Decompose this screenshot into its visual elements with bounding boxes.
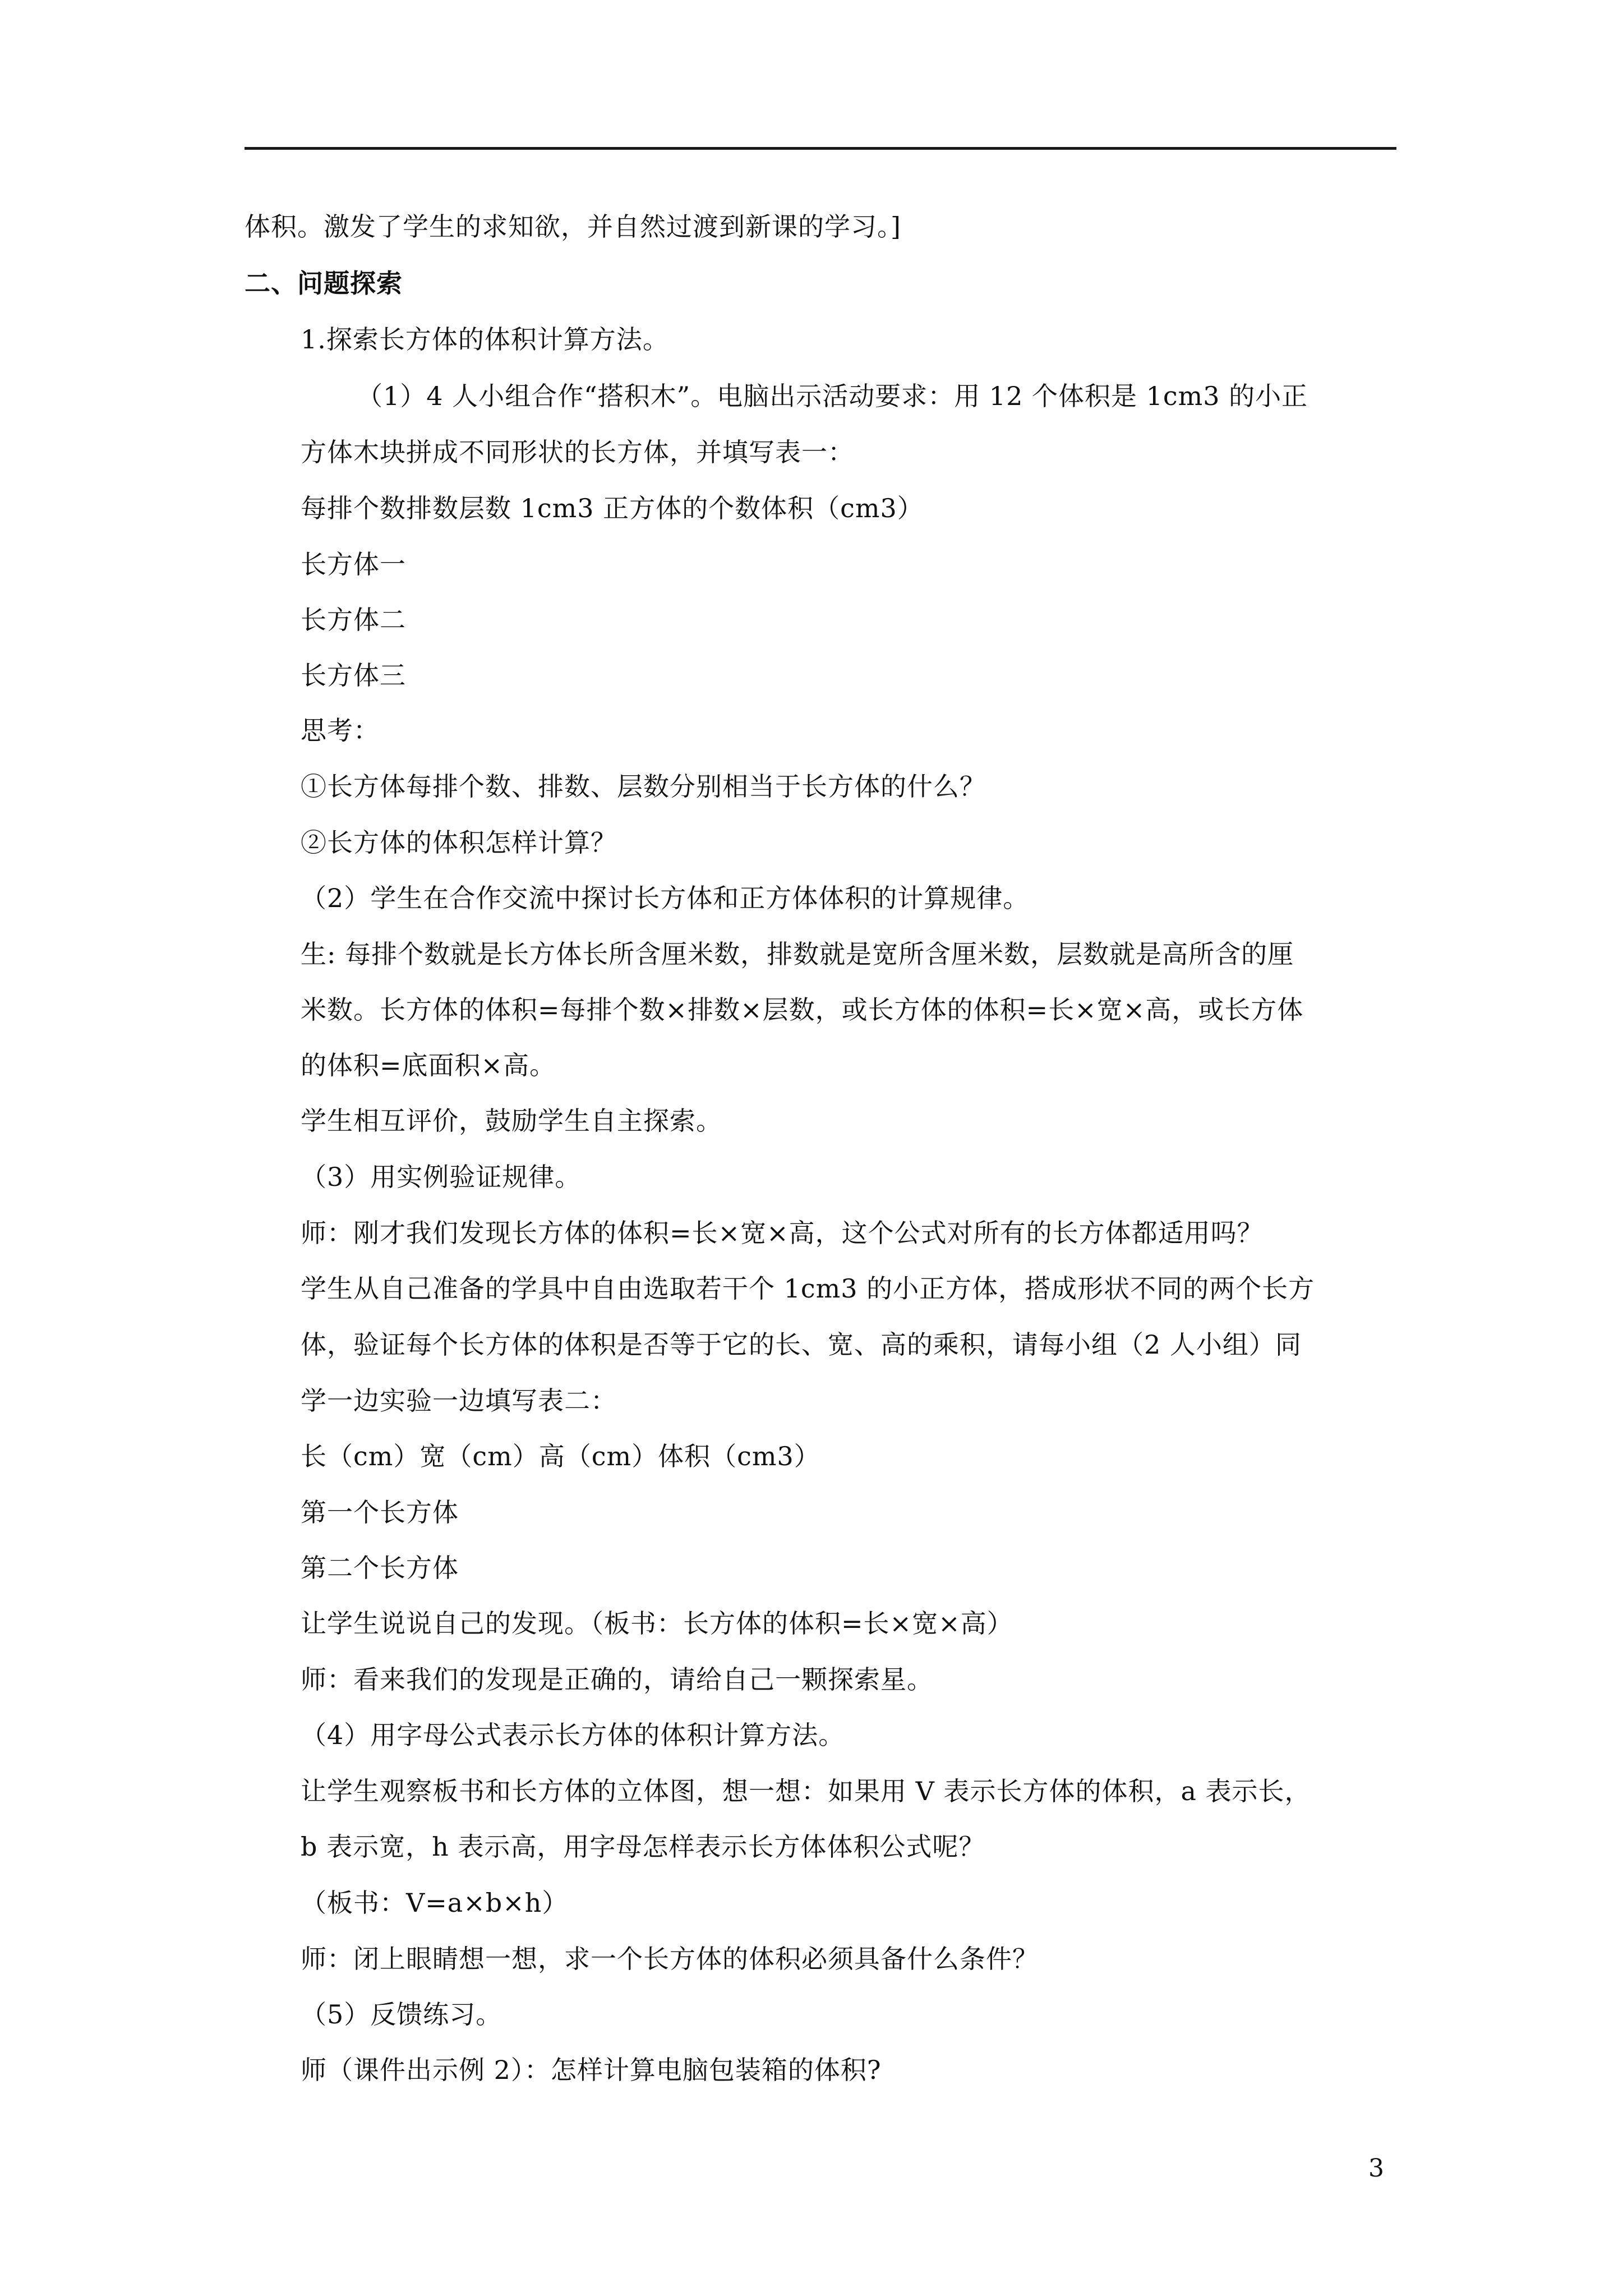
text-line: 学生相互评价，鼓励学生自主探索。: [301, 1106, 722, 1136]
text-line: 米数。长方体的体积=每排个数×排数×层数，或长方体的体积=长×宽×高，或长方体: [301, 995, 1304, 1025]
page-number: 3: [1368, 2154, 1384, 2183]
table-row-label: 第二个长方体: [301, 1553, 459, 1583]
text-line: 1.探索长方体的体积计算方法。: [301, 324, 669, 355]
text-line: 让学生说说自己的发现。（板书：长方体的体积=长×宽×高）: [301, 1608, 1013, 1639]
table-row-label: 长方体二: [301, 605, 406, 635]
section-heading: 二、问题探索: [245, 268, 403, 298]
text-line: 师：闭上眼睛想一想，求一个长方体的体积必须具备什么条件？: [301, 1944, 1039, 1974]
table-row-label: 长方体一: [301, 549, 406, 579]
text-line: 思考：: [301, 715, 380, 746]
text-line: 让学生观察板书和长方体的立体图，想一想：如果用 V 表示长方体的体积，a 表示长，: [301, 1776, 1311, 1806]
header-rule: [245, 147, 1396, 150]
text-line: 学一边实验一边填写表二：: [301, 1386, 617, 1416]
text-line: 方体木块拼成不同形状的长方体，并填写表一：: [301, 437, 854, 467]
text-line: b 表示宽，h 表示高，用字母怎样表示长方体体积公式呢？: [301, 1832, 985, 1862]
text-line: （5）反馈练习。: [301, 1999, 502, 2030]
text-line: 体，验证每个长方体的体积是否等于它的长、宽、高的乘积，请每小组（2 人小组）同: [301, 1329, 1302, 1360]
text-line: （3）用实例验证规律。: [301, 1162, 582, 1192]
text-line: 师（课件出示例 2）：怎样计算电脑包装箱的体积?: [301, 2055, 882, 2085]
text-line: 学生从自己准备的学具中自由选取若干个 1cm3 的小正方体，搭成形状不同的两个长方: [301, 1273, 1315, 1304]
text-line: 的体积=底面积×高。: [301, 1050, 556, 1080]
text-line: 体积。激发了学生的求知欲，并自然过渡到新课的学习。]: [245, 211, 901, 242]
table-header-line: 长（cm）宽（cm）高（cm）体积（cm3）: [301, 1441, 820, 1471]
text-line: 师：刚才我们发现长方体的体积=长×宽×高，这个公式对所有的长方体都适用吗？: [301, 1218, 1264, 1248]
text-line: （4）用字母公式表示长方体的体积计算方法。: [301, 1720, 845, 1750]
table-row-label: 第一个长方体: [301, 1497, 459, 1527]
text-line: （1）4 人小组合作“搭积木”。电脑出示活动要求：用 12 个体积是 1cm3 的小正: [357, 381, 1308, 411]
table-row-label: 长方体三: [301, 660, 406, 691]
text-line: 生: 每排个数就是长方体长所含厘米数，排数就是宽所含厘米数，层数就是高所含的厘: [301, 939, 1294, 969]
table-header-line: 每排个数排数层数 1cm3 正方体的个数体积（cm3）: [301, 493, 924, 523]
text-line: ①长方体每排个数、排数、层数分别相当于长方体的什么？: [301, 771, 986, 802]
text-line: ②长方体的体积怎样计算？: [301, 827, 617, 858]
text-line: 师：看来我们的发现是正确的，请给自己一颗探索星。: [301, 1664, 933, 1695]
text-line: （板书：V=a×b×h）: [301, 1888, 569, 1918]
text-line: （2）学生在合作交流中探讨长方体和正方体体积的计算规律。: [301, 883, 1030, 913]
